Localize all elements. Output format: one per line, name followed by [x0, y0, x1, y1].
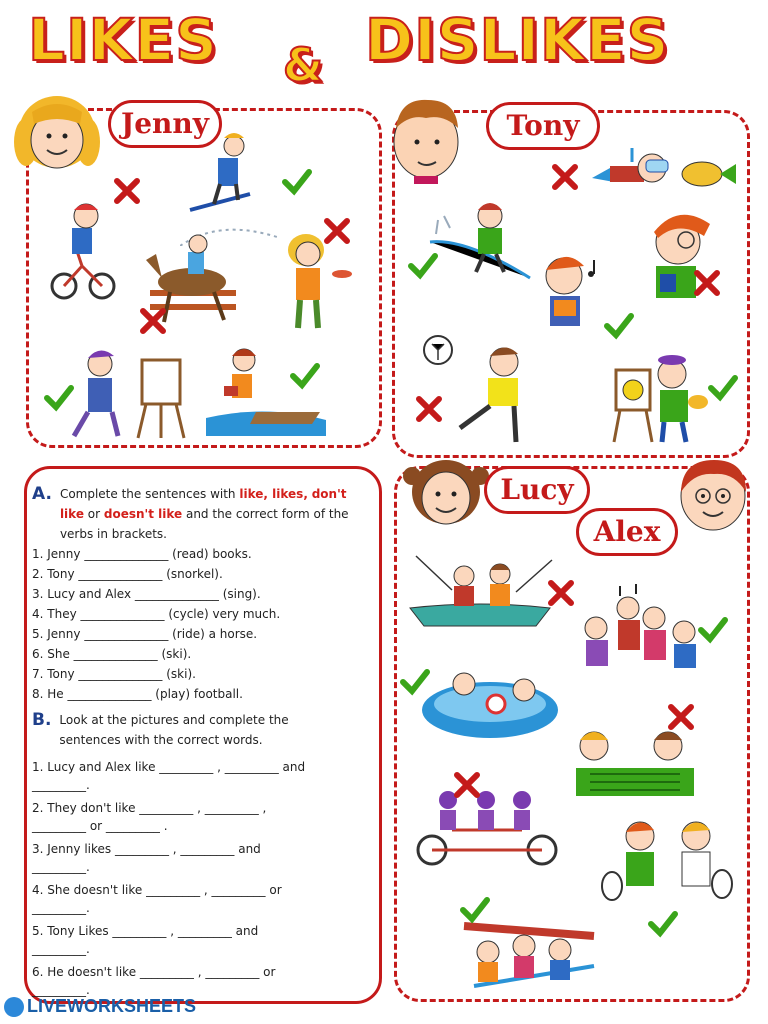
keyword-sep-2: ,	[303, 487, 308, 501]
task-b-letter: B.	[32, 710, 52, 730]
task-a-item: 7. Tony ______________ (ski).	[32, 667, 196, 681]
cross-mark-icon	[546, 578, 576, 608]
check-mark-icon	[604, 310, 634, 340]
lucy-name-bubble: Lucy	[484, 466, 590, 514]
jenny-name-bubble: Jenny	[108, 100, 222, 148]
cross-mark-icon	[138, 306, 168, 336]
task-a-item: 8. He ______________ (play) football.	[32, 687, 243, 701]
task-b-instruction: Look at the pictures and complete the sentences with the correct words.	[59, 713, 289, 747]
keyword-like: like	[239, 487, 264, 501]
task-a-item: 5. Jenny ______________ (ride) a horse.	[32, 627, 258, 641]
task-b-item-blank: _________.	[32, 942, 90, 956]
check-mark-icon	[408, 250, 438, 280]
task-b-item-blank: _________.	[32, 778, 90, 792]
boy-singing-picture	[534, 246, 610, 338]
exercise-text	[32, 484, 352, 1004]
tony-name-bubble: Tony	[486, 102, 600, 150]
boy-skiing-picture	[426, 198, 536, 286]
cross-mark-icon	[414, 394, 444, 424]
cross-mark-icon	[666, 702, 696, 732]
task-b-list	[32, 758, 352, 999]
task-b-item	[32, 840, 352, 876]
keyword-dont-like: don't like	[59, 487, 347, 521]
task-a-intro-text: Complete the sentences with	[59, 487, 240, 501]
task-a-intro-end: and the correct form of the verbs in brackets.	[59, 507, 349, 541]
check-mark-icon	[290, 360, 320, 390]
task-b-item	[32, 758, 352, 794]
keyword-likes: likes	[272, 487, 304, 501]
task-b-item-blank: _________.	[32, 860, 90, 874]
task-a-letter: A.	[32, 484, 52, 504]
cross-mark-icon	[550, 162, 580, 192]
task-b-item-line: 5. Tony Likes _________ , _________ and	[32, 924, 259, 938]
title-dislikes: DISLIKES	[365, 6, 670, 74]
liveworksheets-logo-icon	[4, 997, 24, 1017]
task-b-item-blank: _________.	[32, 901, 90, 915]
chess-picture	[570, 724, 700, 800]
painting-picture	[58, 344, 188, 440]
task-b-item	[32, 922, 352, 958]
football-picture	[420, 332, 540, 452]
check-mark-icon	[648, 908, 678, 938]
keyword-sep-1: ,	[263, 487, 273, 501]
task-b-item	[32, 799, 352, 835]
task-a-item: 3. Lucy and Alex ______________ (sing).	[32, 587, 261, 601]
boy-painting-picture	[612, 352, 712, 444]
task-b-item-line: 4. She doesn't like _________ , _________ or	[32, 883, 282, 897]
task-a-item: 2. Tony ______________ (snorkel).	[32, 567, 223, 581]
check-mark-icon	[44, 382, 74, 412]
check-mark-icon	[708, 372, 738, 402]
task-b-item-line: 3. Jenny likes _________ , _________ and	[32, 842, 261, 856]
liveworksheets-footer[interactable]	[4, 996, 196, 1017]
cross-mark-icon	[322, 216, 352, 246]
jenny-face-icon	[14, 92, 100, 182]
task-b-item-line: 1. Lucy and Alex like _________ , _________ and	[32, 760, 306, 774]
tony-face-icon	[384, 92, 468, 184]
task-a-list	[32, 544, 352, 704]
lucy-face-icon	[402, 454, 490, 530]
task-a-item: 6. She ______________ (ski).	[32, 647, 192, 661]
keyword-or: or	[83, 507, 104, 521]
keyword-doesnt-like: doesn't like	[103, 507, 183, 521]
task-b-item	[32, 963, 352, 999]
tennis-picture	[596, 814, 736, 914]
check-mark-icon	[698, 614, 728, 644]
singing-group-picture	[576, 578, 704, 670]
tandem-cycling-picture	[412, 786, 562, 866]
liveworksheets-brand: LIVEWORKSHEETS	[27, 996, 197, 1016]
check-mark-icon	[282, 166, 312, 196]
title-likes: LIKES	[28, 6, 218, 74]
cross-mark-icon	[692, 268, 722, 298]
cross-mark-icon	[452, 770, 482, 800]
task-a-item: 4. They ______________ (cycle) very much.	[32, 607, 281, 621]
swimming-picture	[420, 654, 560, 740]
task-b-item-blank: _________ or _________ .	[32, 819, 168, 833]
task-b-item-line: 6. He doesn't like _________ , _________ or	[32, 965, 276, 979]
title-ampersand: &	[283, 38, 325, 92]
check-mark-icon	[460, 894, 490, 924]
task-b-heading	[32, 710, 352, 750]
cross-mark-icon	[112, 176, 142, 206]
task-b-item-line: 2. They don't like _________ , _________ ,	[32, 801, 267, 815]
alex-name-bubble: Alex	[576, 508, 678, 556]
snorkeling-picture	[592, 138, 738, 204]
task-a-item: 1. Jenny ______________ (read) books.	[32, 547, 252, 561]
task-b-item	[32, 881, 352, 917]
fishing-picture	[406, 546, 554, 630]
cycling-picture	[46, 198, 126, 302]
skiing-picture	[180, 128, 280, 246]
reading-picture	[206, 344, 326, 436]
check-mark-icon	[400, 666, 430, 696]
alex-face-icon	[672, 454, 754, 534]
task-b-item-blank: _________.	[32, 983, 90, 997]
task-a-instruction	[60, 484, 352, 544]
task-a-heading	[32, 484, 352, 544]
